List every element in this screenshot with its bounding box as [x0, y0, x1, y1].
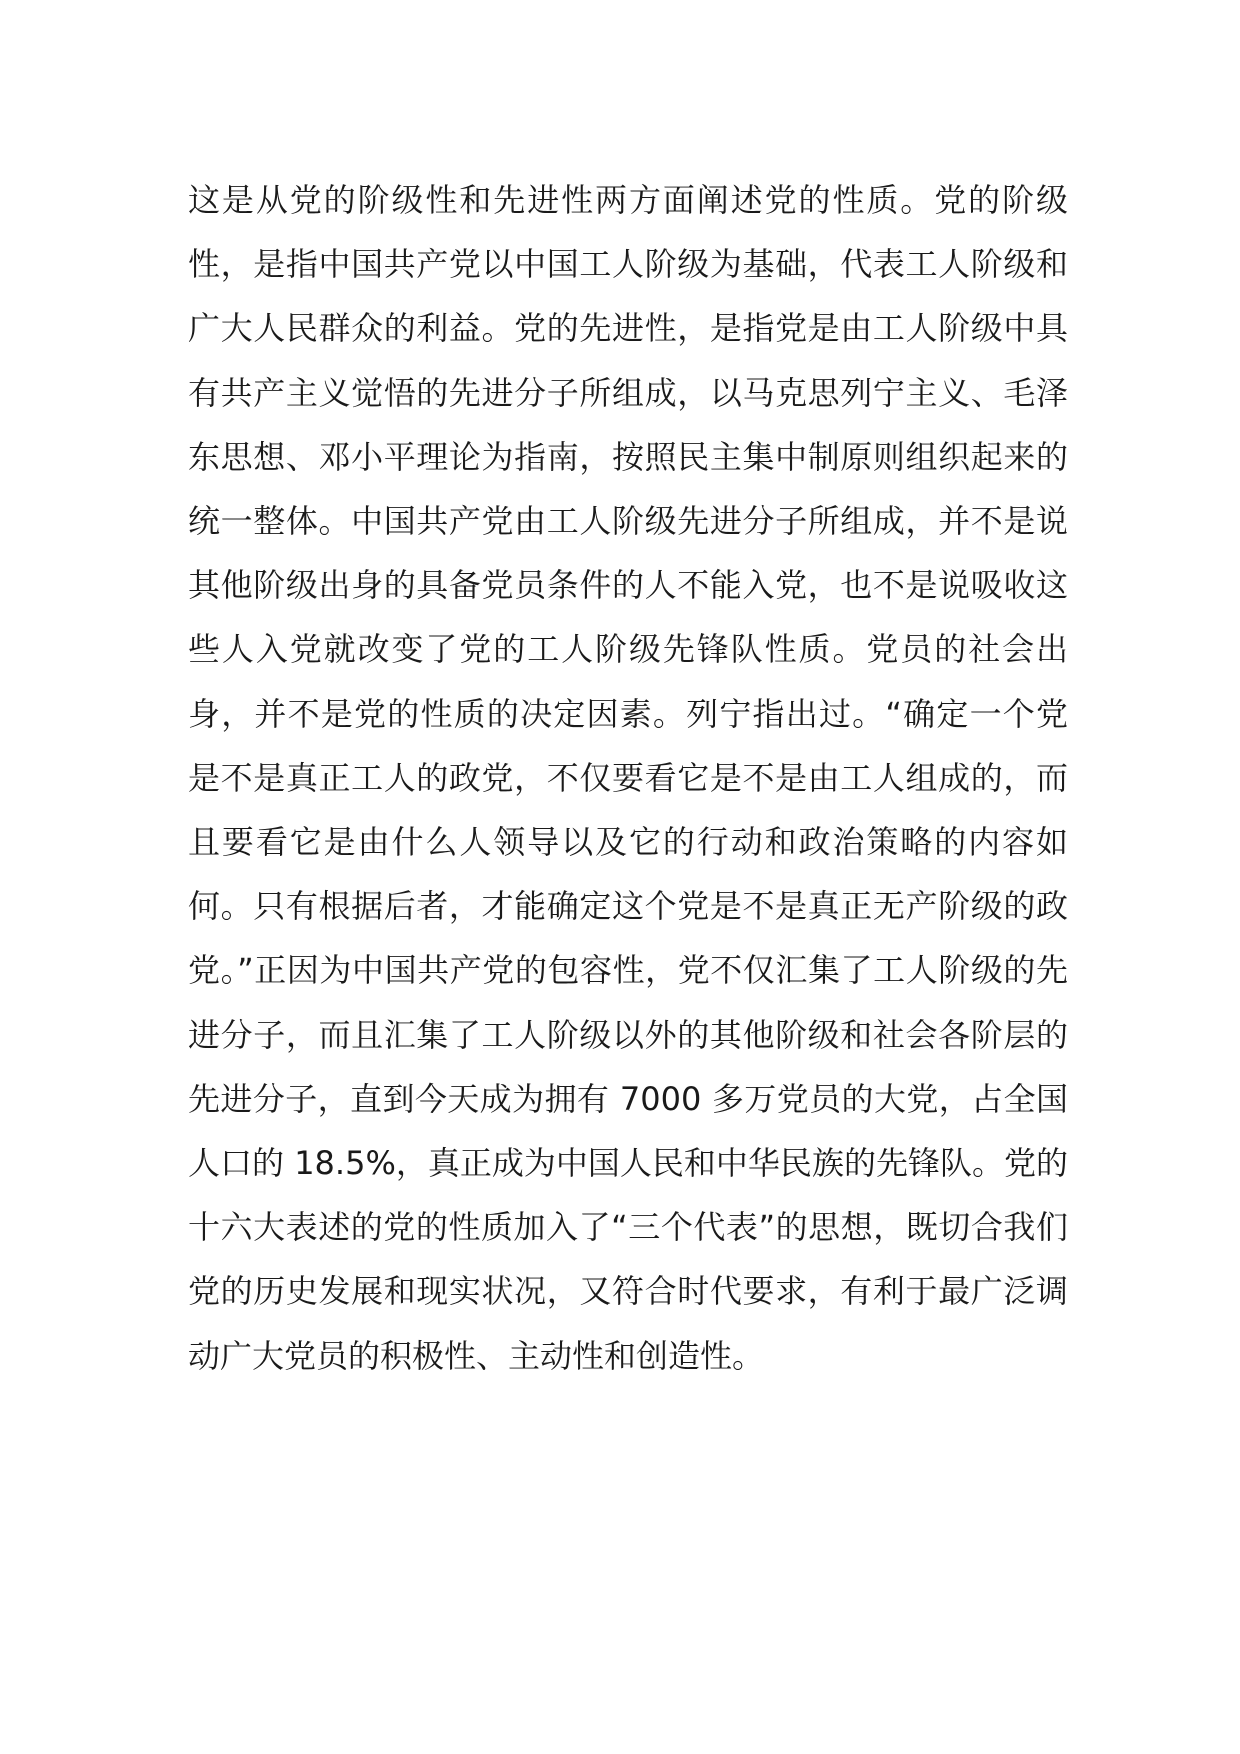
body-paragraph: 这是从党的阶级性和先进性两方面阐述党的性质。党的阶级性，是指中国共产党以中国工人阶级为基础，代表工人阶级和广大人民群众的利益。党的先进性，是指党是由工人阶级中具有共产主义觉悟的先进分子所组成，以马克思列宁主义、毛泽东思想、邓小平理论为指南，按照民主集中制原则组织起来的统一整体。中国共产党由工人阶级先进分子所组成，并不是说其他阶级出身的具备党员条件的人不能入党，也不是说吸收这些人入党就改变了党的工人阶级先锋队性质。党员的社会出身，并不是党的性质的决定因素。列宁指出过。“确定一个党是不是真正工人的政党，不仅要看它是不是由工人组成的，而且要看它是由什么人领导以及它的行动和政治策略的内容如何。只有根据后者，才能确定这个党是不是真正无产阶级的政党。”正因为中国共产党的包容性，党不仅汇集了工人阶级的先进分子，而且汇集了工人阶级以外的其他阶级和社会各阶层的先进分子，直到今天成为拥有 7000 多万党员的大党，占全国人口的 18.5%，真正成为中国人民和中华民族的先锋队。党的十六大表述的党的性质加入了“三个代表”的思想，既切合我们党的历史发展和现实状况，又符合时代要求，有利于最广泛调动广大党员的积极性、主动性和创造性。 [188, 181, 1068, 1375]
